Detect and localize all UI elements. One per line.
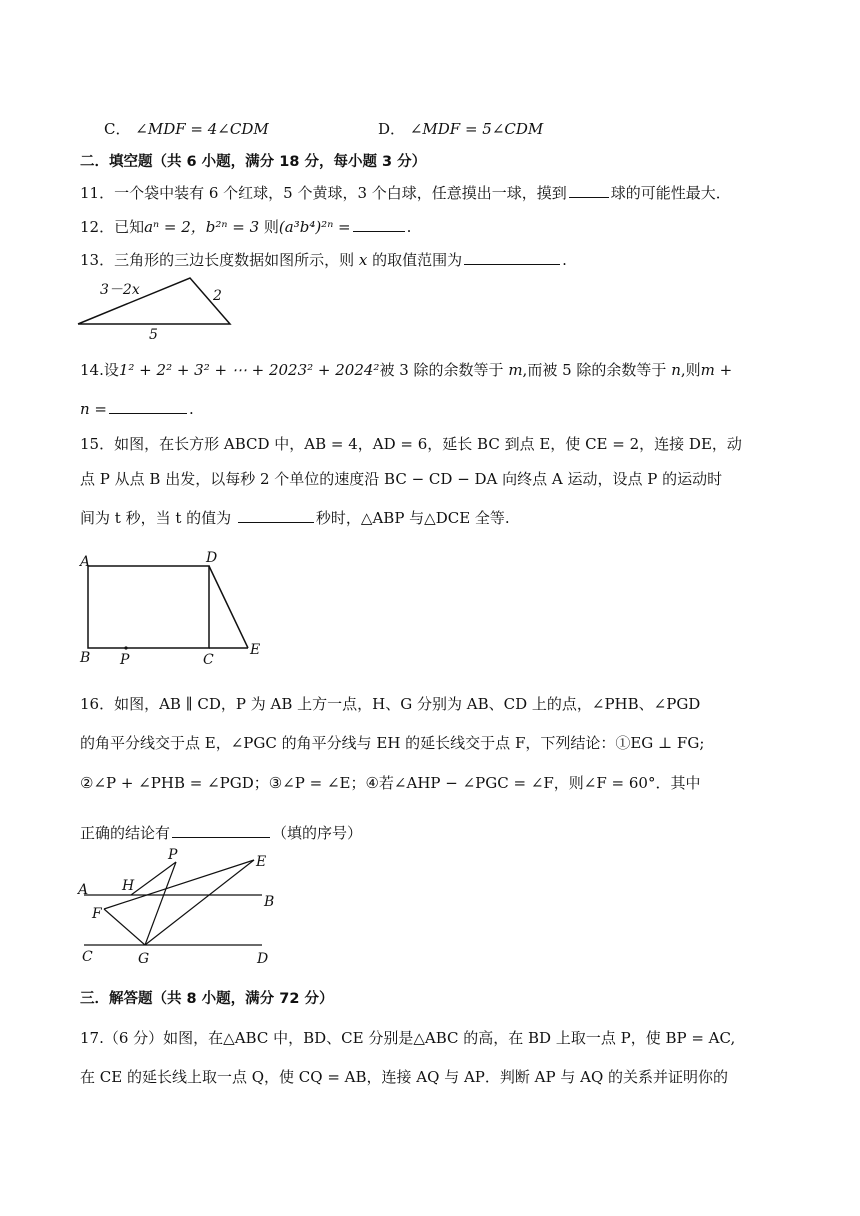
option-d-text: ∠MDF = 5∠CDM bbox=[409, 120, 544, 138]
question-17-line2: 在 CE 的延长线上取一点 Q，使 CQ = AB，连接 AQ 与 AP．判断 AP 与 AQ 的关系并证明你的 bbox=[80, 1068, 729, 1086]
q12-expr1: aⁿ = 2，b²ⁿ = 3 bbox=[144, 218, 260, 236]
q16-label-d: D bbox=[257, 951, 269, 967]
q14-text-a: 14.设 bbox=[80, 361, 119, 379]
q16-label-e: E bbox=[256, 854, 267, 870]
q15-rectangle bbox=[88, 566, 209, 648]
option-c bbox=[104, 118, 269, 140]
q13-text-b: 的取值范围为 bbox=[372, 251, 463, 269]
question-15-line2: 点 P 从点 B 出发，以每秒 2 个单位的速度沿 BC − CD − DA 向终点 A 运动，设点 P 的运动时 bbox=[80, 470, 723, 488]
q13-label-side1: 3－2x bbox=[100, 282, 140, 298]
q13-triangle-figure bbox=[74, 272, 240, 342]
q13-end: . bbox=[562, 251, 567, 269]
q12-end: . bbox=[406, 218, 412, 236]
q12-text-b: 则 bbox=[263, 218, 279, 236]
q16-answer-blank[interactable] bbox=[172, 823, 270, 838]
question-14-line2 bbox=[80, 398, 194, 420]
q16-segment-fg bbox=[104, 909, 145, 945]
q15-text-a: 间为 t 秒，当 t 的值为 bbox=[80, 509, 232, 527]
q14-text-c: ,而被 5 除的余数等于 bbox=[522, 361, 667, 379]
q13-text-a: 13．三角形的三边长度数据如图所示，则 bbox=[80, 251, 355, 269]
q16-text-b: （填的序号） bbox=[272, 824, 363, 842]
q15-label-e: E bbox=[250, 642, 261, 658]
q14-m: m bbox=[508, 361, 523, 379]
q16-label-g: G bbox=[138, 951, 150, 967]
question-16-line4 bbox=[80, 822, 362, 844]
q14-answer-blank[interactable] bbox=[109, 399, 187, 414]
q15-segment-de bbox=[209, 566, 248, 648]
q11-answer-blank[interactable] bbox=[569, 183, 609, 198]
q15-text-b: 秒时，△ABP 与△DCE 全等. bbox=[315, 509, 510, 527]
q12-answer-blank[interactable] bbox=[353, 217, 405, 232]
option-c-text: ∠MDF = 4∠CDM bbox=[135, 120, 269, 138]
q12-expr2: (a³b⁴)²ⁿ = bbox=[278, 218, 351, 236]
question-15-line1: 15．如图，在长方形 ABCD 中，AB = 4，AD = 6，延长 BC 到点 E，使 CE = 2，连接 DE，动 bbox=[80, 435, 742, 453]
q14-n: n bbox=[671, 361, 681, 379]
q14-end: . bbox=[189, 400, 194, 418]
q15-answer-blank[interactable] bbox=[238, 508, 314, 523]
q14-line2: n = bbox=[80, 400, 107, 418]
q15-label-d: D bbox=[206, 550, 218, 566]
q11-text-b: 球的可能性最大． bbox=[610, 184, 731, 202]
option-d bbox=[378, 118, 543, 140]
q15-label-c: C bbox=[203, 652, 214, 668]
q16-label-b: B bbox=[264, 894, 275, 910]
q13-label-side2: 2 bbox=[213, 288, 222, 304]
question-16-line1: 16．如图，AB ∥ CD，P 为 AB 上方一点，H、G 分别为 AB、CD 上的点，∠PHB、∠PGD bbox=[80, 695, 701, 713]
q14-text-b: 被 3 除的余数等于 bbox=[379, 361, 504, 379]
question-16-line3: ②∠P + ∠PHB = ∠PGD；③∠P = ∠E；④若∠AHP − ∠PGC = ∠F，则∠F = 60°．其中 bbox=[80, 774, 701, 792]
section2-title: 二．填空题（共 6 小题，满分 18 分，每小题 3 分） bbox=[80, 154, 427, 170]
q13-var: x bbox=[358, 251, 368, 269]
question-12 bbox=[80, 216, 411, 238]
q13-answer-blank[interactable] bbox=[464, 250, 560, 265]
q14-text-d: ,则 bbox=[680, 361, 701, 379]
question-15-line3 bbox=[80, 507, 510, 529]
option-d-label: D． bbox=[378, 120, 406, 138]
q16-label-f: F bbox=[92, 906, 102, 922]
q15-rectangle-figure bbox=[74, 546, 274, 670]
q16-text-a: 正确的结论有 bbox=[80, 824, 171, 842]
question-11 bbox=[80, 182, 731, 204]
q16-label-a: A bbox=[78, 882, 89, 898]
q16-label-c: C bbox=[82, 949, 93, 965]
q15-point-p bbox=[124, 646, 127, 649]
q11-text-a: 11．一个袋中装有 6 个红球，5 个黄球，3 个白球，任意摸出一球，摸到 bbox=[80, 184, 567, 202]
q16-parallel-lines-figure bbox=[74, 846, 284, 970]
q12-text-a: 12．已知 bbox=[80, 218, 145, 236]
q13-label-base: 5 bbox=[149, 327, 158, 342]
section3-title: 三．解答题（共 8 小题，满分 72 分） bbox=[80, 991, 334, 1007]
question-13 bbox=[80, 249, 567, 271]
question-14-line1 bbox=[80, 359, 732, 381]
q15-label-b: B bbox=[80, 650, 91, 666]
question-16-line2: 的角平分线交于点 E，∠PGC 的角平分线与 EH 的延长线交于点 F，下列结论：①EG ⊥ FG; bbox=[80, 734, 705, 752]
q15-label-p: P bbox=[120, 652, 130, 668]
option-c-label: C． bbox=[104, 120, 131, 138]
q15-label-a: A bbox=[80, 554, 91, 570]
q14-expr: 1² + 2² + 3² + ⋯ + 2023² + 2024² bbox=[118, 361, 380, 379]
q14-text-e: m + bbox=[700, 361, 733, 379]
question-17-line1: 17.（6 分）如图，在△ABC 中，BD、CE 分别是△ABC 的高，在 BD 上取一点 P，使 BP = AC, bbox=[80, 1029, 736, 1047]
q16-label-h: H bbox=[122, 878, 135, 894]
q16-label-p: P bbox=[168, 847, 178, 863]
